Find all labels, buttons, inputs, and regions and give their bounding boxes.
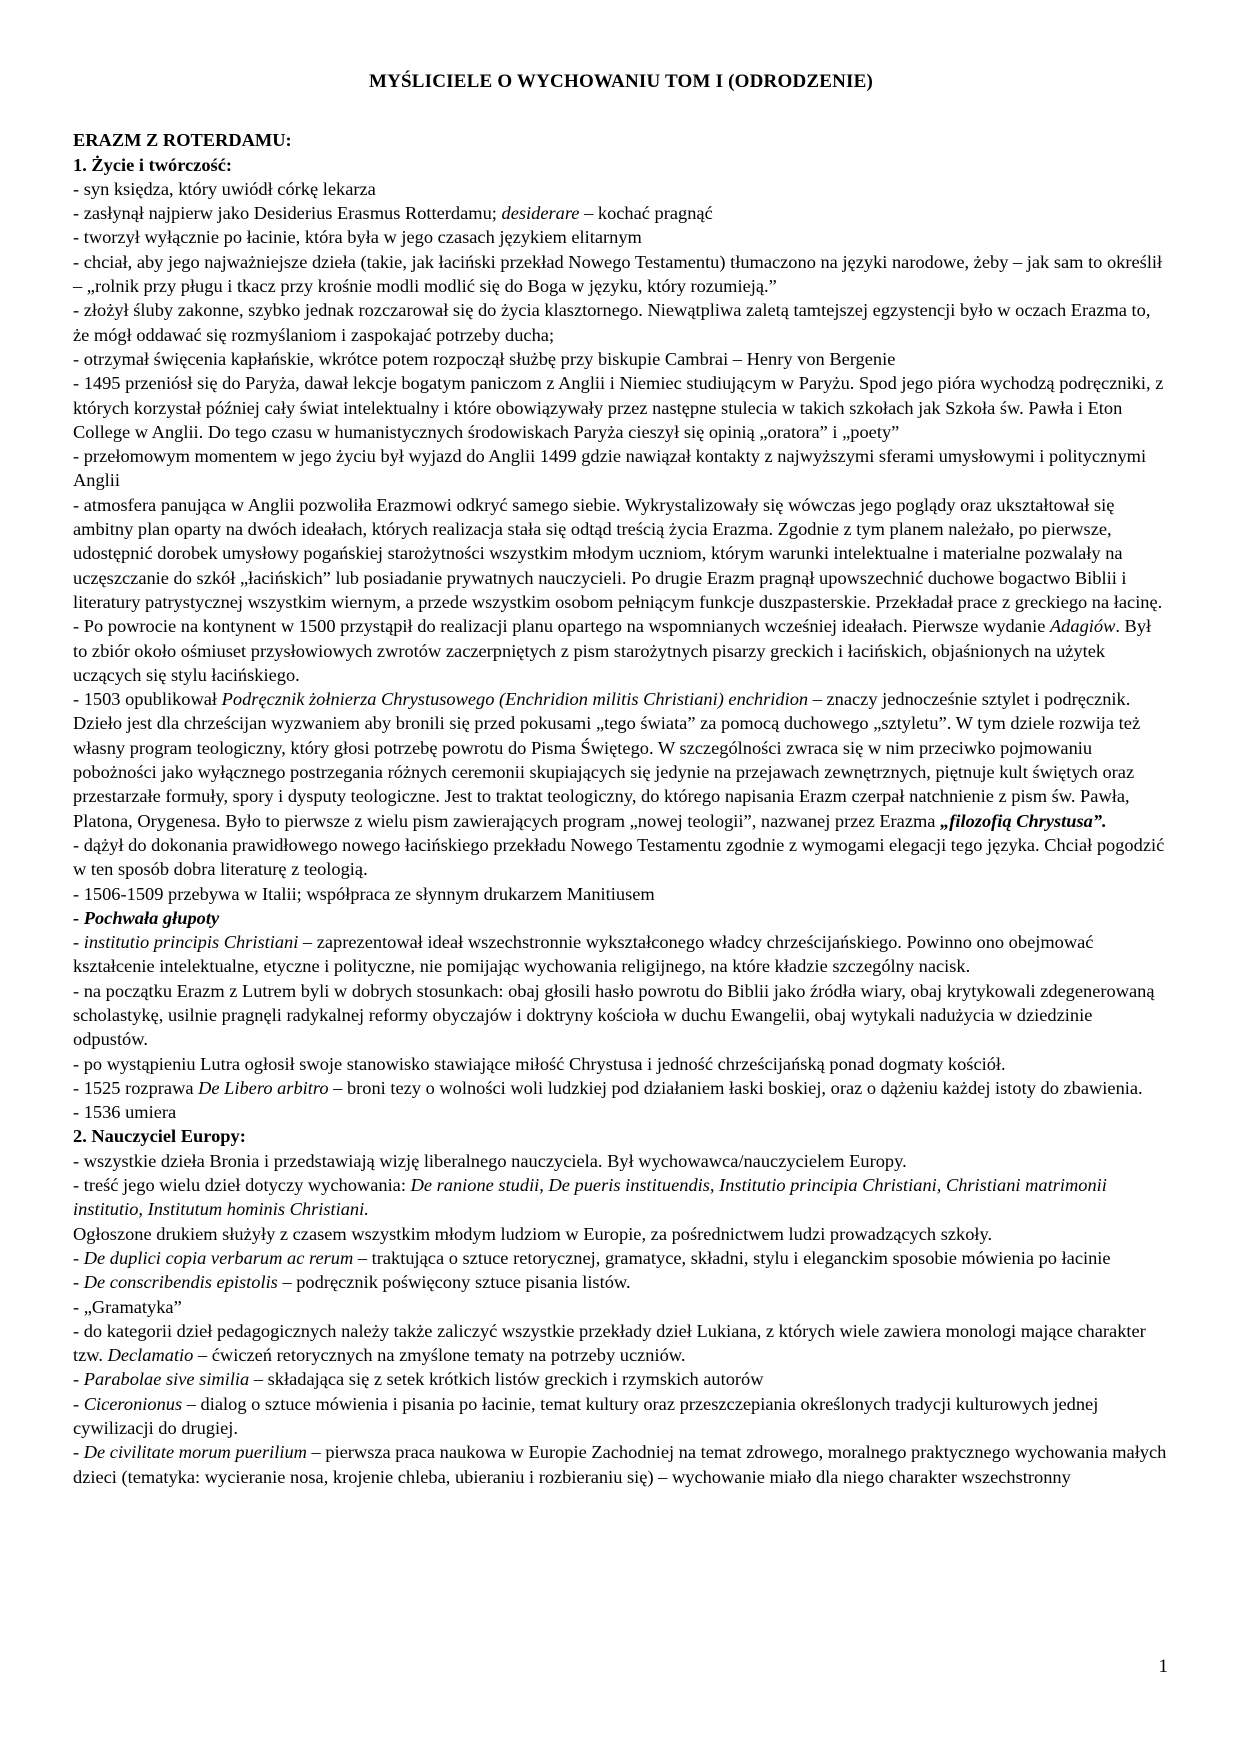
paragraph: - 1503 opublikował Podręcznik żołnierza Chrystusowego (Enchridion militis Christiani) enchridion – znaczy jednocześnie sztylet i podręcznik. Dzieło jest dla chrześcijan wyzwaniem aby bronili się przed pokusami „tego świata” za pomocą duchowego „sztyletu”. W tym dziele rozwija też własny program teologiczny, który głosi potrzebę powrotu do Pisma Świętego. W szczególności zwraca się w nim przeciwko pojmowaniu pobożności jako wyłącznego postrzegania różnych ceremonii skupiających się jedynie na przejawach zewnętrznych, piętnuje kult świętych oraz przestarzałe formuły, spory i dysputy teologiczne. Jest to traktat teologiczny, do którego napisania Erazm czerpał natchnienie z pism św. Pawła, Platona, Orygenesa. Było to pierwsze z wielu pism zawierających program „nowej teologii”, nazwanej przez Erazma „filozofią Chrystusa”.	[73, 689, 1141, 831]
paragraph: - 1506-1509 przebywa w Italii; współpraca ze słynnym drukarzem Manitiusem	[73, 883, 655, 904]
paragraph: - zasłynął najpierw jako Desiderius Erasmus Rotterdamu; desiderare – kochać pragnąć	[73, 203, 713, 224]
paragraph: - dążył do dokonania prawidłowego nowego łacińskiego przekładu Nowego Testamentu zgodnie z wymogami elegacji tego języka. Chciał pogodzić w ten sposób dobra literaturę z teologią.	[73, 834, 1165, 880]
paragraph: - De duplici copia verbarum ac rerum – traktująca o sztuce retorycznej, gramatyce, składni, stylu i eleganckim sposobie mówienia po łacinie	[73, 1247, 1111, 1268]
paragraph: - „Gramatyka”	[73, 1296, 182, 1317]
paragraph: - 1495 przeniósł się do Paryża, dawał lekcje bogatym paniczom z Anglii i Niemiec studiującym w Paryżu. Spod jego pióra wychodzą podręczniki, z których korzystał później cały świat intelektualny i które obowiązywały przez następne stulecia w takich szkołach jak Szkoła św. Pawła i Eton College w Anglii. Do tego czasu w humanistycznych środowiskach Paryża cieszył się opinią „oratora” i „poety”	[73, 373, 1164, 442]
page-number: 1	[1158, 1656, 1168, 1677]
paragraph: - po wystąpieniu Lutra ogłosił swoje stanowisko stawiające miłość Chrystusa i jedność chrześcijańską ponad dogmaty kościół.	[73, 1053, 1006, 1074]
paragraph: - wszystkie dzieła Bronia i przedstawiają wizję liberalnego nauczyciela. Był wychowawca/nauczycielem Europy.	[73, 1150, 907, 1171]
paragraph: - do kategorii dzieł pedagogicznych należy także zaliczyć wszystkie przekłady dzieł Lukiana, z których wiele zawiera monologi mające charakter tzw. Declamatio – ćwiczeń retorycznych na zmyślone tematy na potrzeby uczniów.	[73, 1320, 1146, 1366]
paragraph: - złożył śluby zakonne, szybko jednak rozczarował się do życia klasztornego. Niewątpliwa zaletą tamtejszej egzystencji było w oczach Erazma to, że mógł oddawać się rozmyślaniom i zaspokajać potrzeby ducha;	[73, 300, 1151, 345]
section-heading-life: 1. Życie i twórczość:	[73, 154, 232, 175]
paragraph: - na początku Erazm z Lutrem byli w dobrych stosunkach: obaj głosili hasło powrotu do Biblii jako źródła wiary, obaj krytykowali zdegenerowaną scholastykę, usilnie pragnęli radykalnej reformy obyczajów i doktryny kościoła w duchu Ewangelii, obaj wytykali nadużycia w dziedzinie odpustów.	[73, 980, 1155, 1050]
document-page	[73, 70, 1169, 1489]
paragraph: - przełomowym momentem w jego życiu był wyjazd do Anglii 1499 gdzie nawiązał kontakty z najwyższymi sferami umysłowymi i politycznymi Anglii	[73, 446, 1147, 491]
paragraph: - otrzymał święcenia kapłańskie, wkrótce potem rozpoczął służbę przy biskupie Cambrai – Henry von Bergenie	[73, 348, 896, 369]
paragraph: - Parabolae sive similia – składająca się z setek krótkich listów greckich i rzymskich autorów	[73, 1369, 764, 1390]
paragraph: - Po powrocie na kontynent w 1500 przystąpił do realizacji planu opartego na wspomnianych wcześniej ideałach. Pierwsze wydanie Adagiów. Był to zbiór około ośmiuset przysłowiowych zwrotów zaczerpniętych z pism starożytnych pisarzy greckich i łacińskich, objaśnionych na użytek uczących się stylu łacińskiego.	[73, 616, 1152, 685]
paragraph: - institutio principis Christiani – zaprezentował ideał wszechstronnie wykształconego władcy chrześcijańskiego. Powinno ono obejmować kształcenie intelektualne, etyczne i polityczne, nie pomijając wychowania religijnego, na które kładzie szczególny nacisk.	[73, 932, 1094, 977]
section-heading-teacher: 2. Nauczyciel Europy:	[73, 1126, 246, 1147]
paragraph: - tworzył wyłącznie po łacinie, która była w jego czasach językiem elitarnym	[73, 227, 642, 248]
author-heading: ERAZM Z ROTERDAMU:	[73, 130, 292, 151]
document-title: MYŚLICIELE O WYCHOWANIU TOM I (ODRODZENIE)	[368, 71, 874, 92]
paragraph: - atmosfera panująca w Anglii pozwoliła Erazmowi odkryć samego siebie. Wykrystalizowały się wówczas jego poglądy oraz ukształtował się ambitny plan oparty na dwóch ideałach, których realizacja stała się odtąd treścią życia Erazma. Zgodnie z tym planem należało, po pierwsze, udostępnić dorobek umysłowy pogańskiej starożytności wszystkim młodym uczniom, którym warunki intelektualne i materialne pozwalały na uczęszczanie do szkół „łacińskich” lub posiadanie prywatnych nauczycieli. Po drugie Erazm pragnął upowszechnić duchowe bogactwo Biblii i literatury patrystycznej wszystkim wiernym, a przede wszystkim osobom pełniącym funkcje duszpasterskie. Przekładał prace z greckiego na łacinę.	[73, 494, 1163, 612]
paragraph: - De civilitate morum puerilium – pierwsza praca naukowa w Europie Zachodniej na temat zdrowego, moralnego praktycznego wychowania małych dzieci (tematyka: wycieranie nosa, krojenie chleba, ubieraniu i rozbieraniu się) – wychowanie miało dla niego charakter wszechstronny	[73, 1442, 1167, 1487]
paragraph: - Pochwała głupoty	[73, 907, 220, 928]
paragraph: - 1536 umiera	[73, 1102, 177, 1123]
paragraph: - syn księdza, który uwiódł córkę lekarza	[73, 178, 376, 199]
paragraph: - treść jego wielu dzieł dotyczy wychowania: De ranione studii, De pueris instituendis, Institutio principia Christiani, Christiani matrimonii institutio, Institutum hominis Christiani.	[73, 1175, 1107, 1220]
paragraph: - chciał, aby jego najważniejsze dzieła (takie, jak łaciński przekład Nowego Testamentu) tłumaczono na języki narodowe, żeby – jak sam to określił – „rolnik przy pługu i tkacz przy krośnie modli modlić się do Boga w języku, który rozumieją.”	[73, 251, 1163, 297]
paragraph: - Ciceronionus – dialog o sztuce mówienia i pisania po łacinie, temat kultury oraz przeszczepiania określonych tradycji kulturowych jednej cywilizacji do drugiej.	[73, 1393, 1099, 1439]
paragraph: - 1525 rozprawa De Libero arbitro – broni tezy o wolności woli ludzkiej pod działaniem łaski boskiej, oraz o dążeniu każdej istoty do zbawienia.	[73, 1077, 1143, 1098]
paragraph: - De conscribendis epistolis – podręcznik poświęcony sztuce pisania listów.	[73, 1272, 631, 1293]
paragraph: Ogłoszone drukiem służyły z czasem wszystkim młodym ludziom w Europie, za pośrednictwem ludzi prowadzących szkoły.	[73, 1223, 993, 1244]
